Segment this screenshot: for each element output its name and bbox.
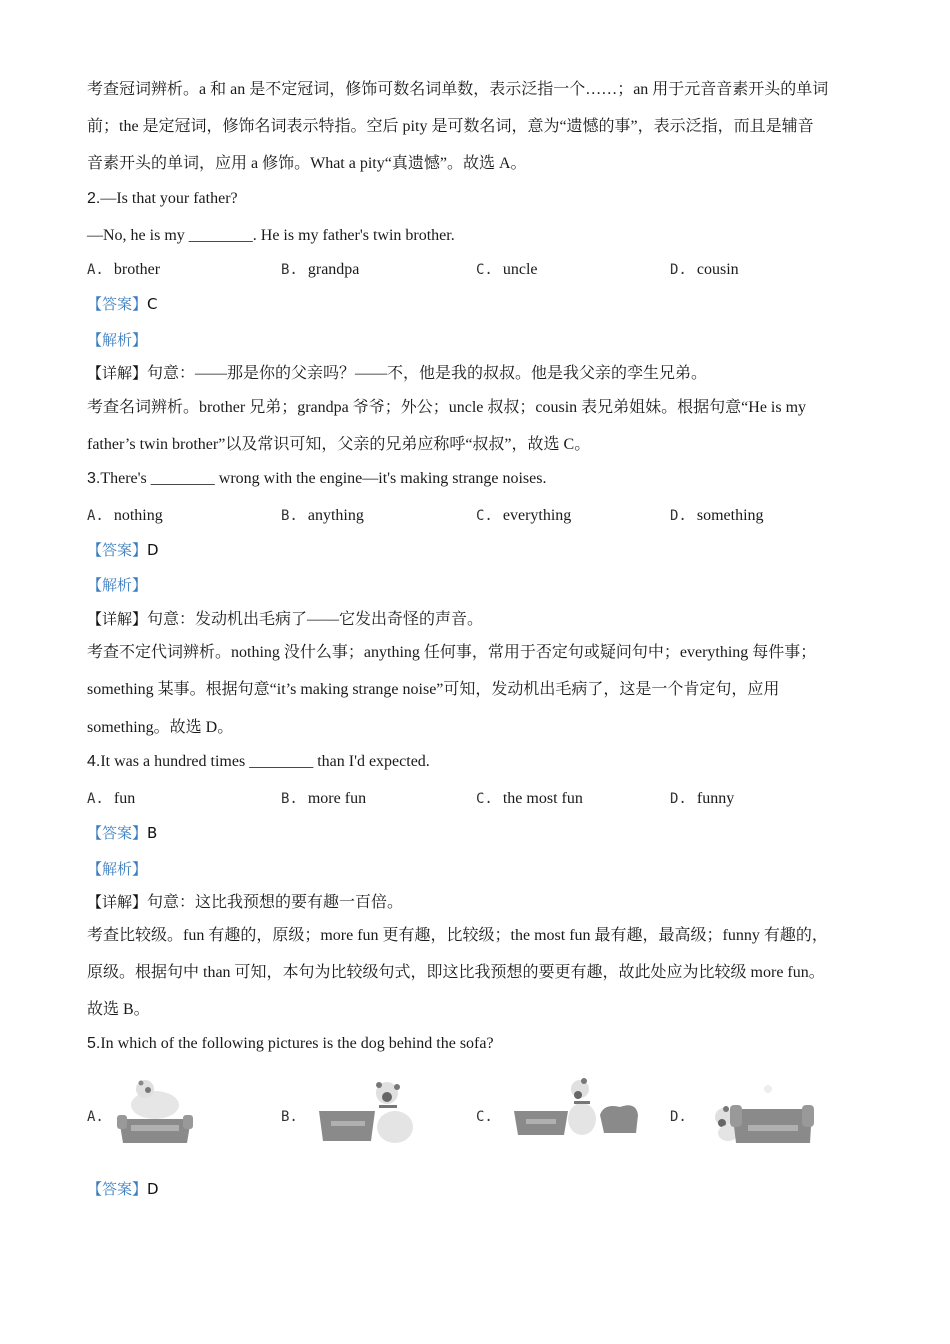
q1-explanation-line: 前；the 是定冠词，修饰名词表示特指。空后 pity 是可数名词，意为“遗憾的事”，表示泛指，而且是辅音 bbox=[87, 118, 814, 135]
option-text: grandpa bbox=[307, 261, 360, 278]
answer-value: B bbox=[147, 824, 158, 842]
option-key: A. bbox=[87, 791, 104, 807]
option-key: C. bbox=[476, 791, 493, 807]
option-text: more fun bbox=[307, 790, 367, 807]
answer-label: 【答案】 bbox=[87, 1180, 148, 1198]
option-a[interactable] bbox=[87, 506, 163, 526]
q1-explanation-line: 考查冠词辨析。a 和 an 是不定冠词，修饰可数名词单数，表示泛指一个……；an 用于元音音素开头的单词 bbox=[87, 81, 829, 98]
detail-label: 【详解】 bbox=[87, 364, 148, 382]
detail-line bbox=[87, 609, 483, 630]
option-key: B. bbox=[281, 1109, 298, 1125]
explanation-line: 原级。根据句中 than 可知，本句为比较级句式，即这比我预想的要更有趣，故此处应为比较级 more fun。 bbox=[87, 964, 825, 981]
analysis-label-line bbox=[87, 330, 147, 351]
question-number: 2. bbox=[87, 190, 101, 207]
option-text: cousin bbox=[696, 261, 739, 278]
option-key: B. bbox=[281, 508, 298, 524]
dog-between-sofas-image bbox=[512, 1075, 642, 1145]
option-d[interactable] bbox=[670, 1075, 860, 1155]
option-d[interactable] bbox=[670, 506, 764, 526]
option-key: B. bbox=[281, 262, 298, 278]
dog-on-sofa-image bbox=[115, 1075, 195, 1150]
analysis-label: 【解析】 bbox=[87, 576, 148, 594]
option-c[interactable] bbox=[476, 1075, 666, 1155]
option-b[interactable] bbox=[281, 1075, 471, 1155]
option-text: the most fun bbox=[502, 790, 583, 807]
answer-value: D bbox=[147, 1180, 159, 1198]
option-key: D. bbox=[670, 791, 687, 807]
option-b[interactable] bbox=[281, 789, 366, 809]
option-d[interactable] bbox=[670, 260, 739, 280]
option-text: funny bbox=[696, 790, 735, 807]
option-key: A. bbox=[87, 1109, 104, 1125]
option-c[interactable] bbox=[476, 789, 583, 809]
answer-line bbox=[87, 823, 157, 844]
question-text: It was a hundred times ________ than I'd expected. bbox=[100, 753, 430, 770]
detail-label: 【详解】 bbox=[87, 893, 148, 911]
explanation-line: 考查比较级。fun 有趣的，原级；more fun 更有趣，比较级；the most fun 最有趣，最高级；funny 有趣的， bbox=[87, 927, 828, 944]
question-text: In which of the following pictures is the dog behind the sofa? bbox=[100, 1035, 494, 1052]
option-key: C. bbox=[476, 1109, 493, 1125]
detail-text: 句意：——那是你的父亲吗？——不，他是我的叔叔。他是我父亲的孪生兄弟。 bbox=[147, 365, 708, 382]
option-key: D. bbox=[670, 1109, 687, 1125]
option-text: anything bbox=[307, 507, 364, 524]
analysis-label-line bbox=[87, 859, 147, 880]
explanation-line: something。故选 D。 bbox=[87, 719, 234, 736]
question-4-options bbox=[87, 789, 887, 809]
question-5-picture-options bbox=[87, 1075, 887, 1155]
question-4-stem bbox=[87, 752, 430, 772]
question-3-stem bbox=[87, 469, 546, 489]
option-a[interactable] bbox=[87, 1075, 277, 1155]
option-key: C. bbox=[476, 508, 493, 524]
question-number: 4. bbox=[87, 753, 101, 770]
option-key: B. bbox=[281, 791, 298, 807]
question-2-options bbox=[87, 260, 887, 280]
option-key: D. bbox=[670, 508, 687, 524]
analysis-label: 【解析】 bbox=[87, 860, 148, 878]
answer-label: 【答案】 bbox=[87, 541, 148, 559]
question-3-options bbox=[87, 506, 887, 526]
option-text: brother bbox=[113, 261, 161, 278]
option-text: nothing bbox=[113, 507, 163, 524]
question-text: —Is that your father? bbox=[100, 190, 238, 207]
answer-value: D bbox=[147, 541, 159, 559]
option-key: A. bbox=[87, 508, 104, 524]
option-text: everything bbox=[502, 507, 572, 524]
answer-line bbox=[87, 540, 159, 561]
explanation-line: 考查不定代词辨析。nothing 没什么事；anything 任何事，常用于否定句或疑问句中；everything 每件事； bbox=[87, 644, 817, 661]
option-key: A. bbox=[87, 262, 104, 278]
question-text: There's ________ wrong with the engine—it's making strange noises. bbox=[100, 470, 547, 487]
analysis-label: 【解析】 bbox=[87, 331, 148, 349]
explanation-line: 故选 B。 bbox=[87, 1001, 150, 1018]
detail-text: 句意：发动机出毛病了——它发出奇怪的声音。 bbox=[147, 611, 484, 628]
option-a[interactable] bbox=[87, 789, 135, 809]
option-b[interactable] bbox=[281, 260, 359, 280]
option-key: C. bbox=[476, 262, 493, 278]
option-d[interactable] bbox=[670, 789, 734, 809]
question-2-stem bbox=[87, 189, 238, 209]
explanation-line: father’s twin brother”以及常识可知，父亲的兄弟应称呼“叔叔”，故选 C。 bbox=[87, 436, 591, 453]
detail-text: 句意：这比我预想的要有趣一百倍。 bbox=[147, 894, 404, 911]
question-5-stem bbox=[87, 1034, 494, 1054]
dog-behind-sofa-image bbox=[706, 1075, 816, 1150]
detail-label: 【详解】 bbox=[87, 610, 148, 628]
analysis-label-line bbox=[87, 575, 147, 596]
answer-line bbox=[87, 294, 158, 315]
answer-label: 【答案】 bbox=[87, 295, 148, 313]
answer-line bbox=[87, 1179, 159, 1200]
question-number: 5. bbox=[87, 1035, 101, 1052]
detail-line bbox=[87, 892, 403, 913]
option-text: fun bbox=[113, 790, 136, 807]
option-key: D. bbox=[670, 262, 687, 278]
explanation-line: something 某事。根据句意“it’s making strange noise”可知，发动机出毛病了，这是一个肯定句，应用 bbox=[87, 681, 780, 698]
option-text: uncle bbox=[502, 261, 538, 278]
option-a[interactable] bbox=[87, 260, 160, 280]
question-2-stem-line2: —No, he is my ________. He is my father's twin brother. bbox=[87, 227, 455, 244]
option-c[interactable] bbox=[476, 506, 571, 526]
option-b[interactable] bbox=[281, 506, 364, 526]
dog-beside-sofa-image bbox=[317, 1075, 427, 1150]
option-c[interactable] bbox=[476, 260, 538, 280]
question-number: 3. bbox=[87, 470, 101, 487]
detail-line bbox=[87, 363, 707, 384]
answer-value: C bbox=[147, 295, 158, 313]
explanation-line: 考查名词辨析。brother 兄弟；grandpa 爷爷；外公；uncle 叔叔；cousin 表兄弟姐妹。根据句意“He is my bbox=[87, 399, 807, 416]
q1-explanation-line: 音素开头的单词，应用 a 修饰。What a pity“真遗憾”。故选 A。 bbox=[87, 155, 527, 172]
option-text: something bbox=[696, 507, 764, 524]
answer-label: 【答案】 bbox=[87, 824, 148, 842]
